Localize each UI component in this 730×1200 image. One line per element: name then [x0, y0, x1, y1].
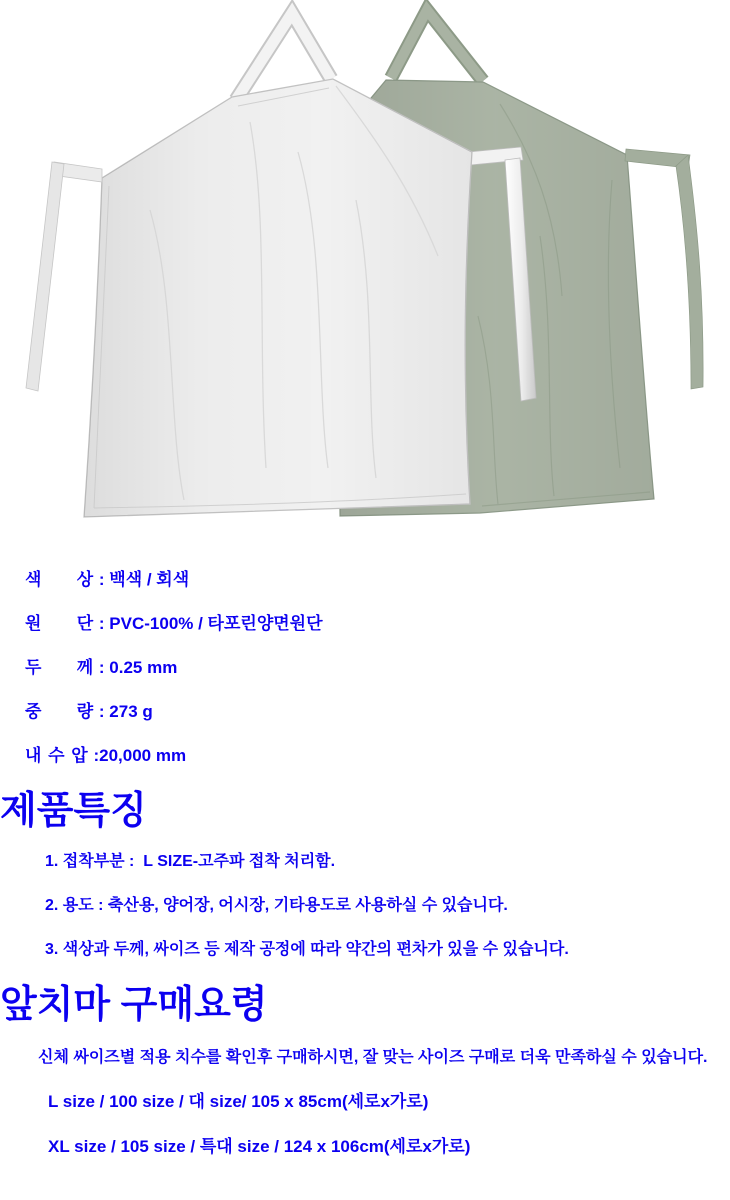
white-apron-left-tie: [26, 162, 102, 391]
spec-value: PVC-100% / 타포린양면원단: [109, 614, 323, 633]
spec-value: 20,000 mm: [99, 746, 187, 765]
white-apron-left-tie-vertical: [26, 162, 64, 391]
spec-separator: :: [94, 702, 110, 721]
spec-label: 중 량: [25, 702, 95, 721]
gray-apron-neck-strap-core: [391, 10, 483, 81]
spec-row: [25, 570, 730, 590]
feature-item: 3. 색상과 두께, 싸이즈 등 제작 공정에 따라 약간의 편차가 있을 수 있습니다.: [45, 941, 569, 958]
spec-value: 0.25 mm: [109, 658, 178, 677]
specs-section: [25, 570, 730, 766]
spec-value: 273 g: [109, 702, 153, 721]
spec-separator: :: [94, 658, 110, 677]
spec-separator: :: [94, 614, 110, 633]
guide-intro: 신체 싸이즈별 적용 치수를 확인후 구매하시면, 잘 맞는 사이즈 구매로 더욱 만족하실 수 있습니다.: [38, 1049, 708, 1066]
feature-item: 1. 접착부분 : L SIZE-고주파 접착 처리함.: [45, 853, 336, 870]
white-apron-shading: [84, 79, 472, 517]
aprons-illustration: [0, 0, 730, 556]
spec-row: [25, 614, 730, 634]
size-item: XL size / 105 size / 특대 size / 124 x 106cm(세로x가로): [48, 1137, 471, 1156]
gray-apron-waist-tie-vertical: [676, 155, 703, 389]
spec-row: [25, 746, 730, 766]
spec-label: 색 상: [25, 570, 95, 589]
gray-apron-neck-strap: [391, 10, 483, 81]
spec-label: 두 께: [25, 658, 95, 677]
spec-row: [25, 702, 730, 722]
feature-item: 2. 용도 : 축산용, 양어장, 어시장, 기타용도로 사용하실 수 있습니다.: [45, 897, 508, 914]
product-photo: [0, 0, 730, 556]
spec-separator: :: [94, 570, 110, 589]
spec-value: 백색 / 회색: [109, 570, 190, 589]
spec-row: [25, 658, 730, 678]
size-list: [48, 1092, 730, 1157]
features-heading: 제품특징: [0, 790, 147, 832]
size-item: L size / 100 size / 대 size/ 105 x 85cm(세로x가로): [48, 1092, 429, 1111]
spec-label: 내 수 압: [25, 746, 89, 765]
features-list: [45, 852, 730, 960]
spec-label: 원 단: [25, 614, 95, 633]
spec-separator: :: [88, 746, 100, 765]
guide-heading: 앞치마 구매요령: [0, 984, 268, 1026]
